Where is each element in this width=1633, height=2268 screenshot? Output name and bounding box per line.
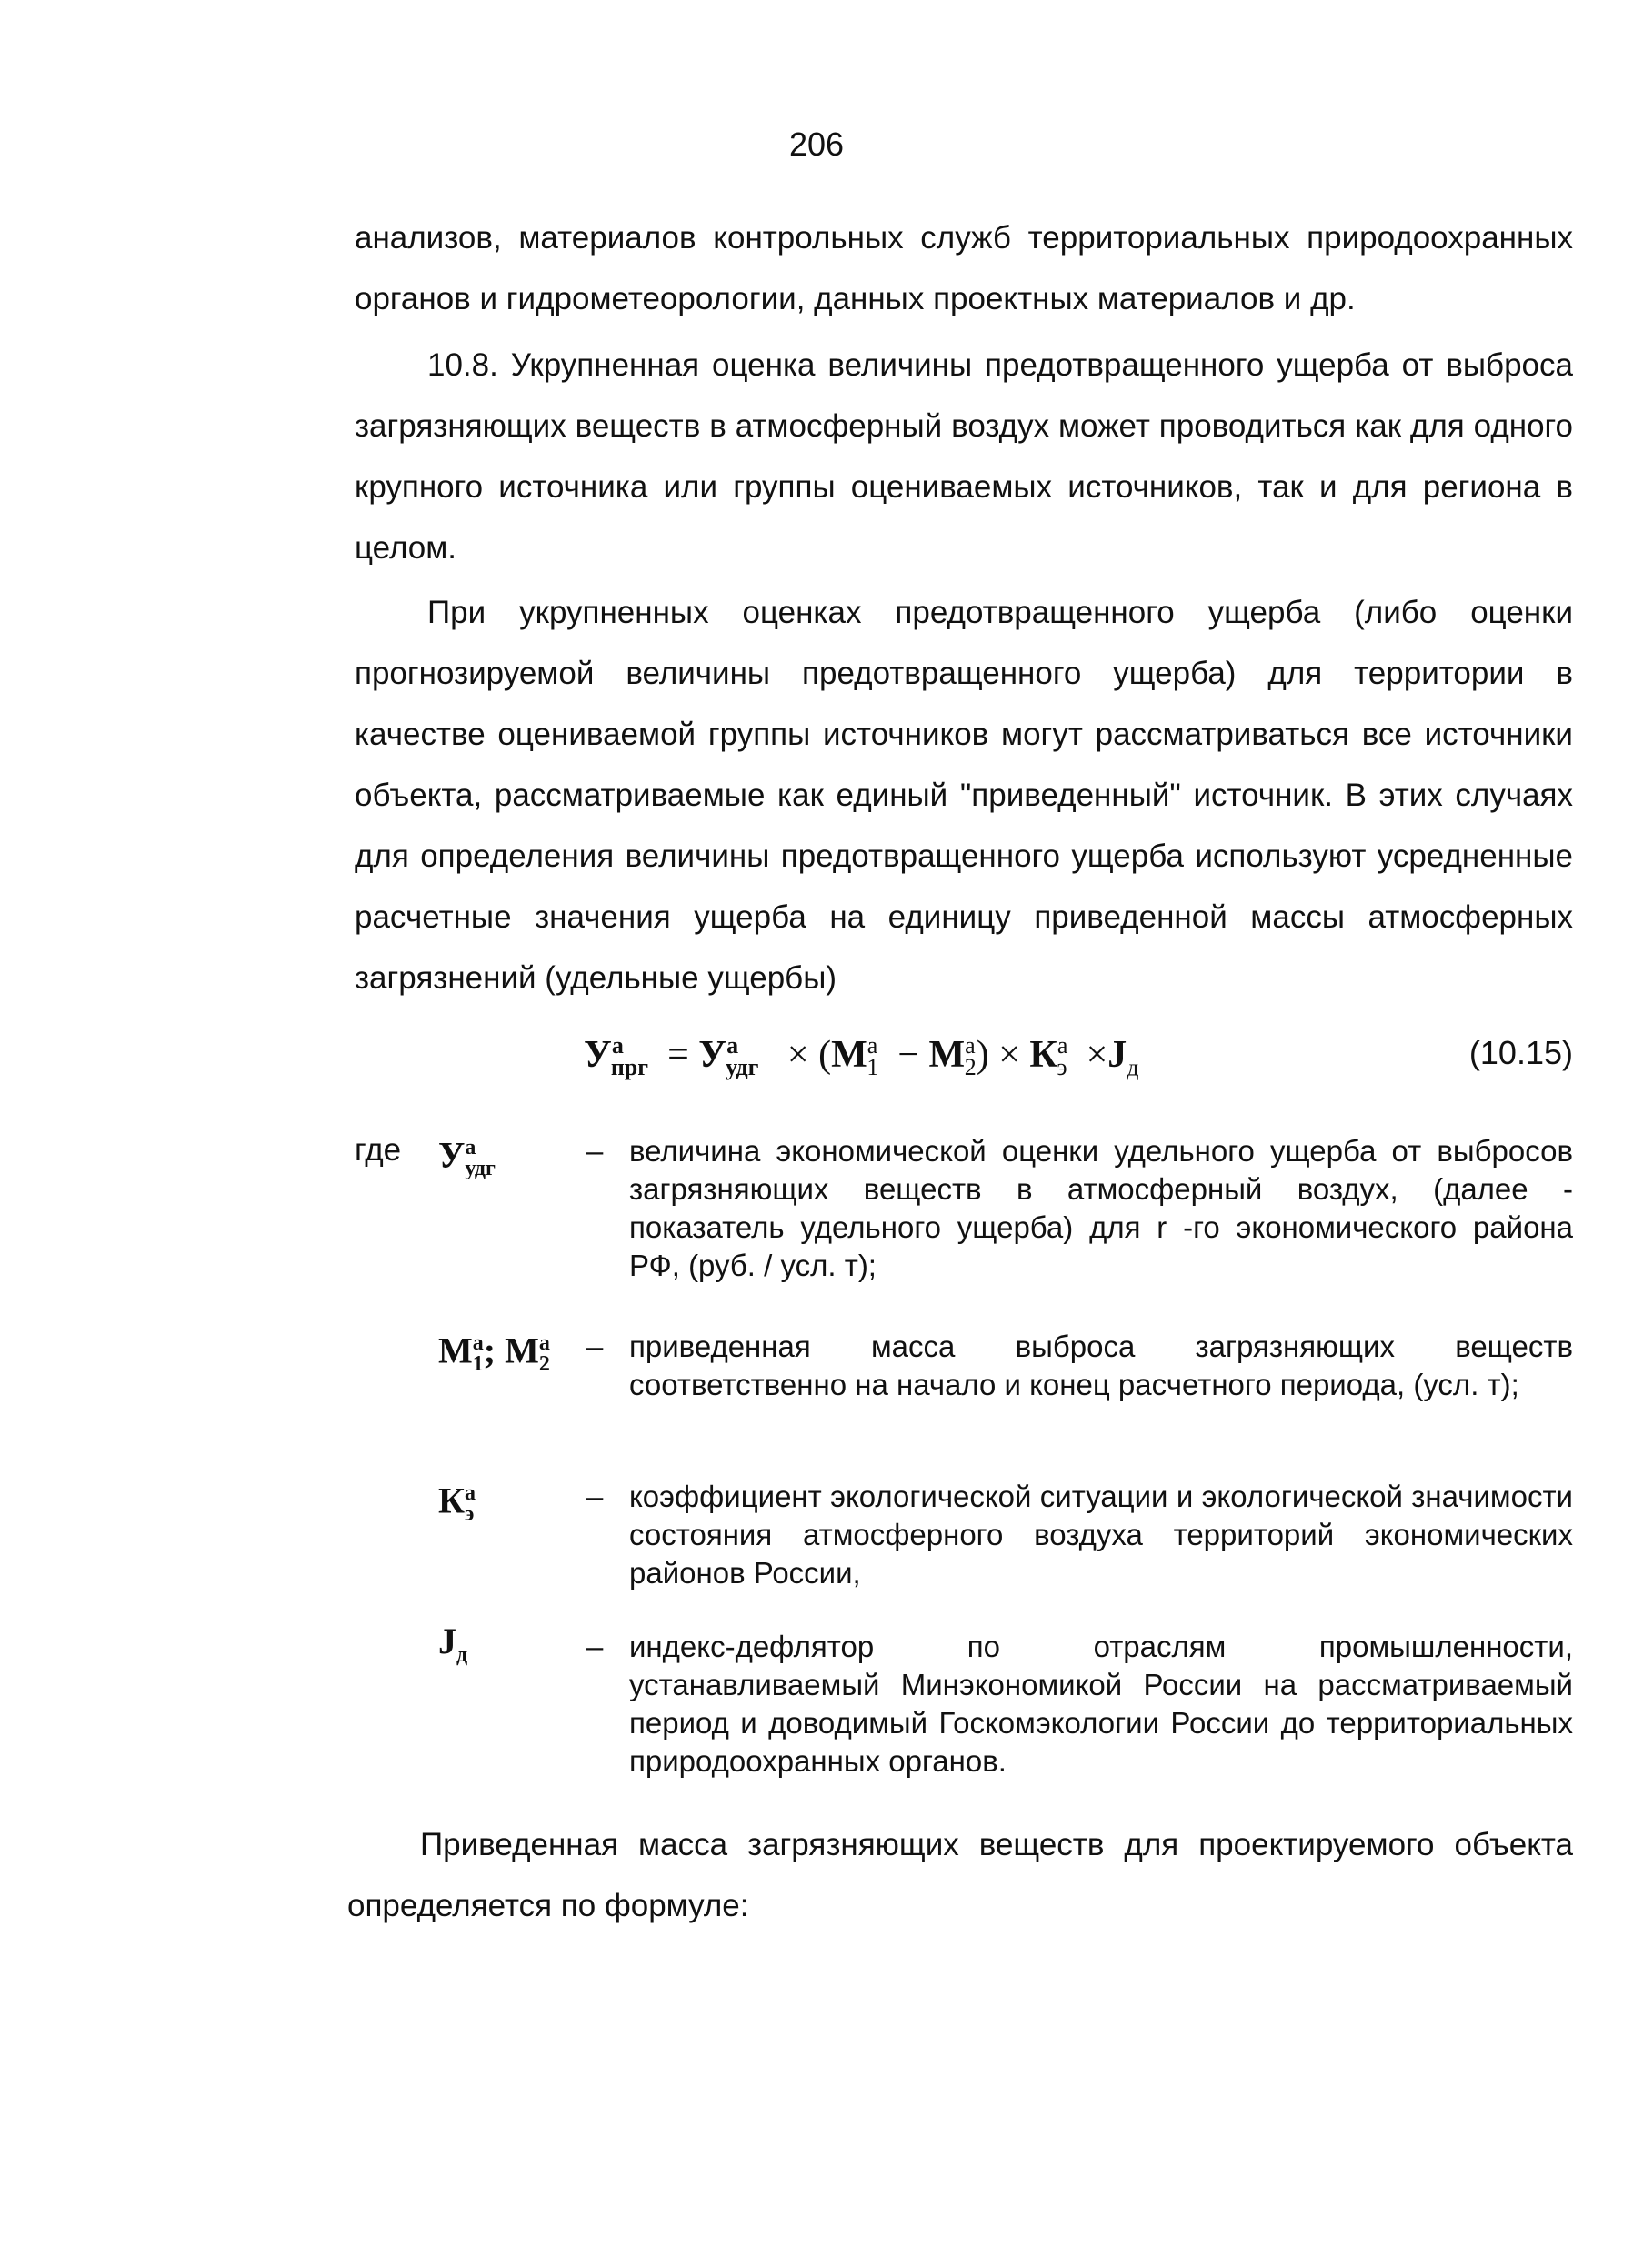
definition-dash: – bbox=[586, 1480, 604, 1513]
paragraph-aggregated-estimates: При укрупненных оценках предотвращенного ущерба (либо оценки прогнозируемой величины предотвращенного ущерба) для территории в качестве оцениваемой группы источников могут рассматриваться все источники объекта, рассматриваемые как единый "приведенный" источник. В этих случаях для определения величины предотвращенного ущерба используют усредненные расчетные значения ущерба на единицу приведенной массы атмосферных загрязнений (удельные ущербы) bbox=[355, 595, 1573, 996]
symbol-K-e: $К^а_э$ bbox=[438, 1480, 476, 1527]
closing-paragraph: Приведенная масса загрязняющих веществ для проектируемого объекта определяется по формуле: bbox=[347, 1827, 1573, 1923]
definition-ecological-coefficient bbox=[355, 1478, 1573, 1596]
formula-10-15 bbox=[355, 1023, 1573, 1096]
formula-expression: $У^а_{прг} = У^а_{удг} \times (М^а_1 - М^а_2) \times К^а_э \times J_д$ bbox=[584, 1032, 1139, 1081]
definition-deflator-index bbox=[355, 1621, 1573, 1782]
definition-dash: – bbox=[586, 1134, 604, 1168]
definition-unit-damage bbox=[355, 1132, 1573, 1287]
definition-text: величина экономической оценки удельного ущерба от выбросов загрязняющих веществ в атмосферный воздух, (далее - показатель удельного ущерба) для r -го экономического района РФ, (руб. / усл. т); bbox=[629, 1134, 1573, 1282]
paragraph-10-8: 10.8. Укрупненная оценка величины предотвращенного ущерба от выброса загрязняющих веществ в атмосферный воздух может проводиться как для одного крупного источника или группы оцениваемых источников, так и для региона в целом. bbox=[355, 347, 1573, 566]
symbol-M1-M2: $М^а_1$; $М^а_2$ bbox=[438, 1330, 550, 1377]
definition-text: коэффициент экологической ситуации и экологической значимости состояния атмосферного воздуха территорий экономических районов России, bbox=[629, 1480, 1573, 1590]
definition-reduced-mass bbox=[355, 1328, 1573, 1446]
page-number: 206 bbox=[788, 125, 845, 163]
definition-dash: – bbox=[586, 1330, 604, 1363]
definition-text: приведенная масса выброса загрязняющих веществ соответственно на начало и конец расчетного периода, (усл. т); bbox=[629, 1330, 1573, 1401]
symbol-U-udg: $У^а_{удг}$ bbox=[438, 1134, 496, 1181]
formula-number: (10.15) bbox=[1468, 1034, 1573, 1071]
definition-dash: – bbox=[586, 1630, 604, 1663]
where-label: где bbox=[355, 1132, 402, 1168]
paragraph-continuation: анализов, материалов контрольных служб территориальных природоохранных органов и гидрометеорологии, данных проектных материалов и др. bbox=[355, 220, 1573, 316]
definition-text: индекс-дефлятор по отраслям промышленности, устанавливаемый Минэкономикой России на рассматриваемый период и доводимый Госкомэкологии России до территориальных природоохранных органов. bbox=[629, 1630, 1573, 1778]
symbol-J-d: $J_д$ bbox=[438, 1621, 468, 1667]
